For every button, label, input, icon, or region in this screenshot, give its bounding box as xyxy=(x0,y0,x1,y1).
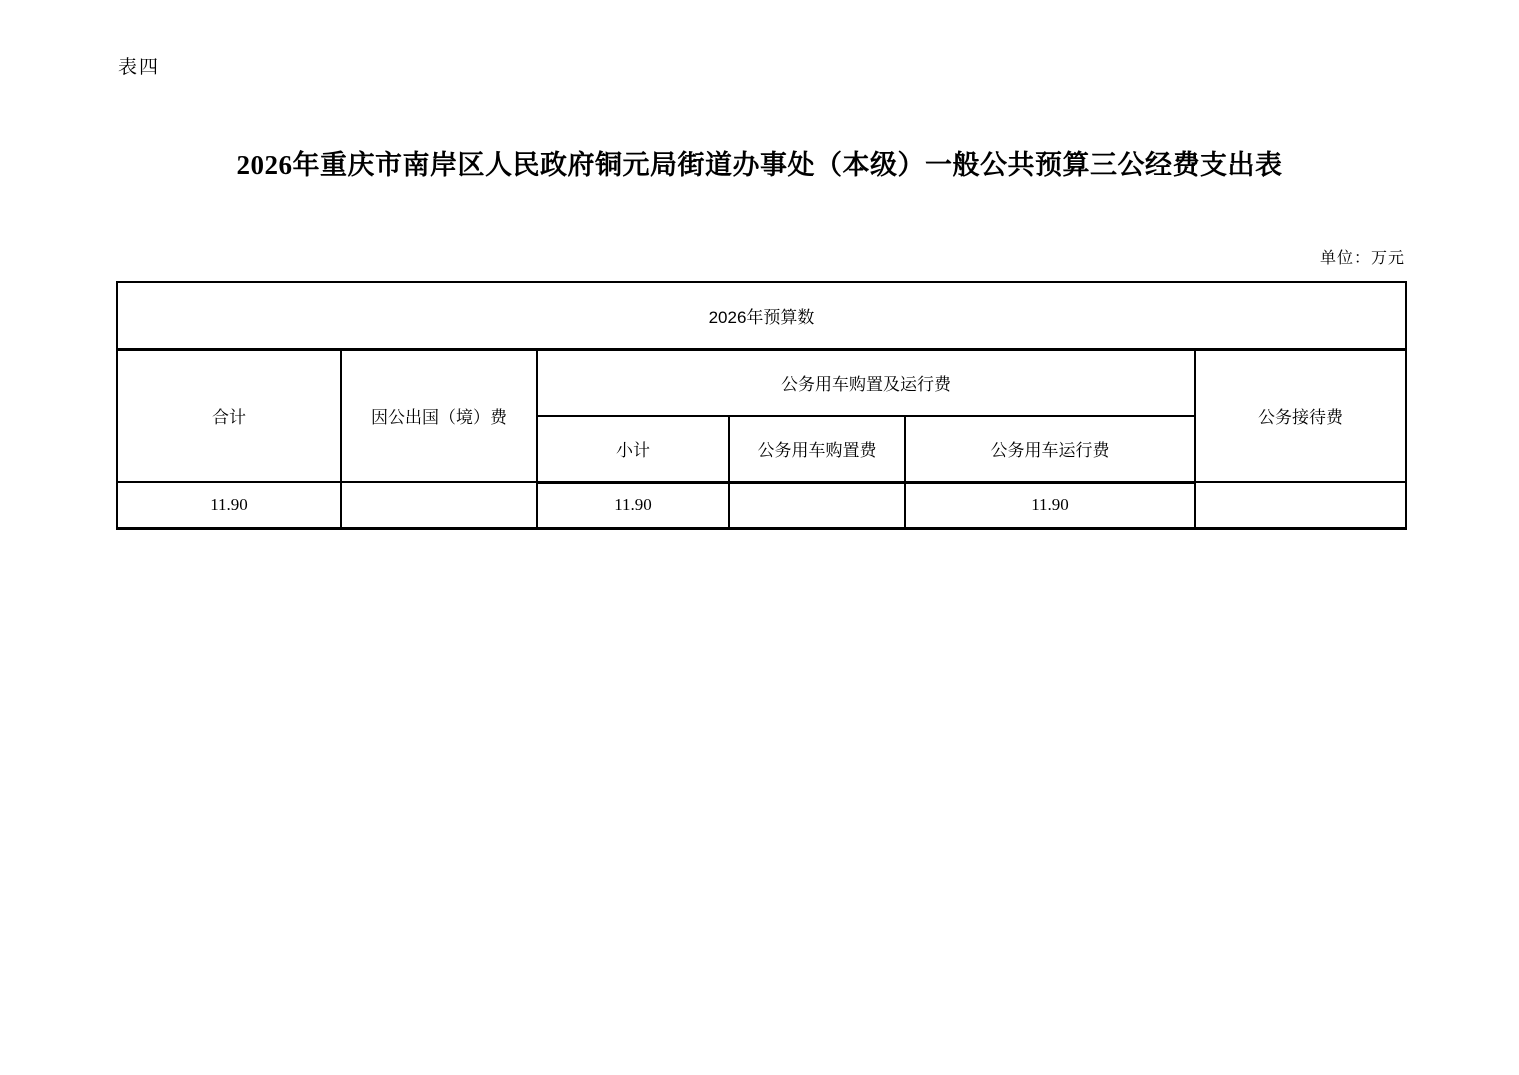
header-budget-year: 2026年预算数 xyxy=(117,282,1406,349)
cell-vehicle-subtotal: 11.90 xyxy=(537,482,729,528)
col-header-reception: 公务接待费 xyxy=(1195,349,1406,482)
budget-table xyxy=(116,281,1407,530)
unit-note: 单位：万元 xyxy=(1319,250,1405,267)
col-header-abroad: 因公出国（境）费 xyxy=(341,349,537,482)
cell-vehicle-operation: 11.90 xyxy=(905,482,1195,528)
cell-reception xyxy=(1195,482,1406,528)
cell-total: 11.90 xyxy=(117,482,341,528)
page-title: 2026年重庆市南岸区人民政府铜元局街道办事处（本级）一般公共预算三公经费支出表 xyxy=(236,150,1283,180)
col-header-vehicle-group: 公务用车购置及运行费 xyxy=(537,349,1195,416)
table-number-label: 表四 xyxy=(118,57,161,78)
col-header-total: 合计 xyxy=(117,349,341,482)
cell-vehicle-purchase xyxy=(729,482,905,528)
table-row-header xyxy=(117,349,1406,416)
col-header-vehicle-operation: 公务用车运行费 xyxy=(905,416,1195,482)
cell-abroad xyxy=(341,482,537,528)
table-row-data xyxy=(117,482,1406,528)
col-header-vehicle-purchase: 公务用车购置费 xyxy=(729,416,905,482)
table-row-group-header xyxy=(117,282,1406,349)
col-header-vehicle-subtotal: 小计 xyxy=(537,416,729,482)
